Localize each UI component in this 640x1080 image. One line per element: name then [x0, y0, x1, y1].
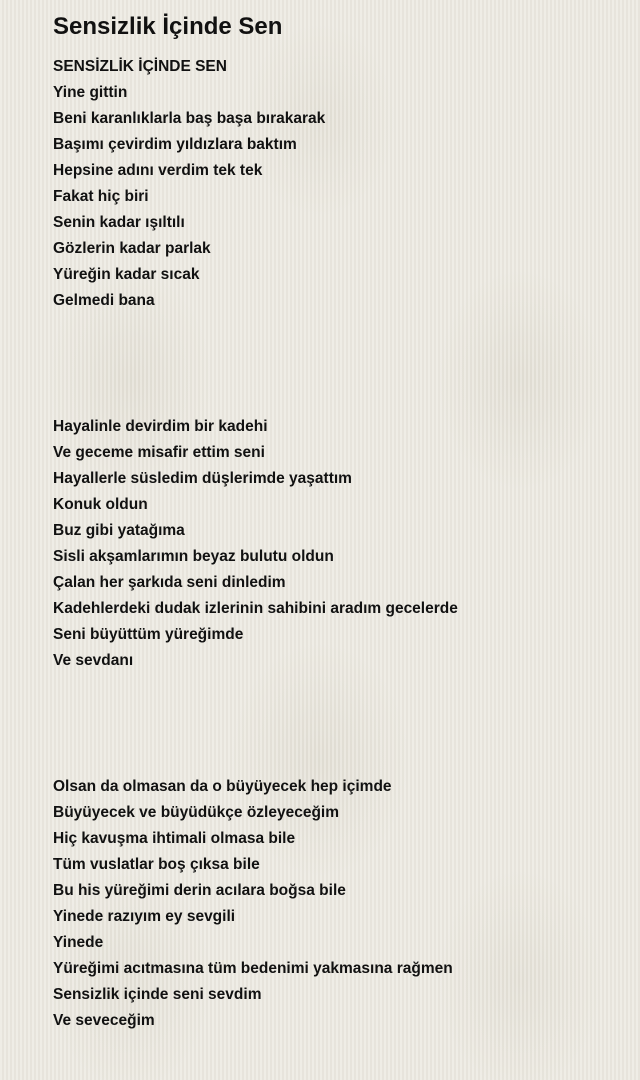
poem-line: Yüreğimi acıtmasına tüm bedenimi yakmasına rağmen — [53, 960, 453, 977]
poem-line: Bu his yüreğimi derin acılara boğsa bile — [53, 882, 346, 899]
poem-line: Yine gittin — [53, 84, 128, 101]
poem-body — [53, 54, 613, 1034]
poem-line: Seni büyüttüm yüreğimde — [53, 626, 244, 643]
poem-line: Büyüyecek ve büyüdükçe özleyeceğim — [53, 804, 340, 821]
poem-line: Hepsine adını verdim tek tek — [53, 162, 263, 179]
poem-line: Ve geceme misafir ettim seni — [53, 444, 265, 461]
poem-line: Ve sevdanı — [53, 652, 134, 669]
poem-line: Sisli akşamlarımın beyaz bulutu oldun — [53, 548, 334, 565]
poem-line: Ve seveceğim — [53, 1012, 155, 1029]
poem-line: Hayallerle süsledim düşlerimde yaşattım — [53, 470, 352, 487]
poem-line: Çalan her şarkıda seni dinledim — [53, 574, 286, 591]
stanza-gap — [53, 314, 613, 414]
stanza-2 — [53, 414, 613, 674]
poem-line: Beni karanlıklarla baş başa bırakarak — [53, 110, 326, 127]
stanza-3 — [53, 774, 613, 1034]
poem-line: Gelmedi bana — [53, 292, 155, 309]
poem-line: Tüm vuslatlar boş çıksa bile — [53, 856, 260, 873]
stanza-1 — [53, 80, 613, 314]
poem-heading: SENSİZLİK İÇİNDE SEN — [53, 58, 227, 75]
poem-line: Sensizlik içinde seni sevdim — [53, 986, 262, 1003]
poem-line: Yüreğin kadar sıcak — [53, 266, 200, 283]
poem-line: Yinede — [53, 934, 104, 951]
poem-line: Fakat hiç biri — [53, 188, 149, 205]
poem-line: Yinede razıyım ey sevgili — [53, 908, 236, 925]
poem-line: Kadehlerdeki dudak izlerinin sahibini aradım gecelerde — [53, 600, 458, 617]
poem-line: Konuk oldun — [53, 496, 148, 513]
poem-page — [53, 10, 613, 1034]
poem-line: Hiç kavuşma ihtimali olmasa bile — [53, 830, 296, 847]
poem-line: Başımı çevirdim yıldızlara baktım — [53, 136, 297, 153]
poem-line: Hayalinle devirdim bir kadehi — [53, 418, 268, 435]
poem-line: Senin kadar ışıltılı — [53, 214, 185, 231]
poem-line: Olsan da olmasan da o büyüyecek hep içimde — [53, 778, 392, 795]
poem-line: Buz gibi yatağıma — [53, 522, 185, 539]
poem-title: Sensizlik İçinde Sen — [53, 13, 283, 40]
poem-line: Gözlerin kadar parlak — [53, 240, 211, 257]
stanza-gap — [53, 674, 613, 774]
